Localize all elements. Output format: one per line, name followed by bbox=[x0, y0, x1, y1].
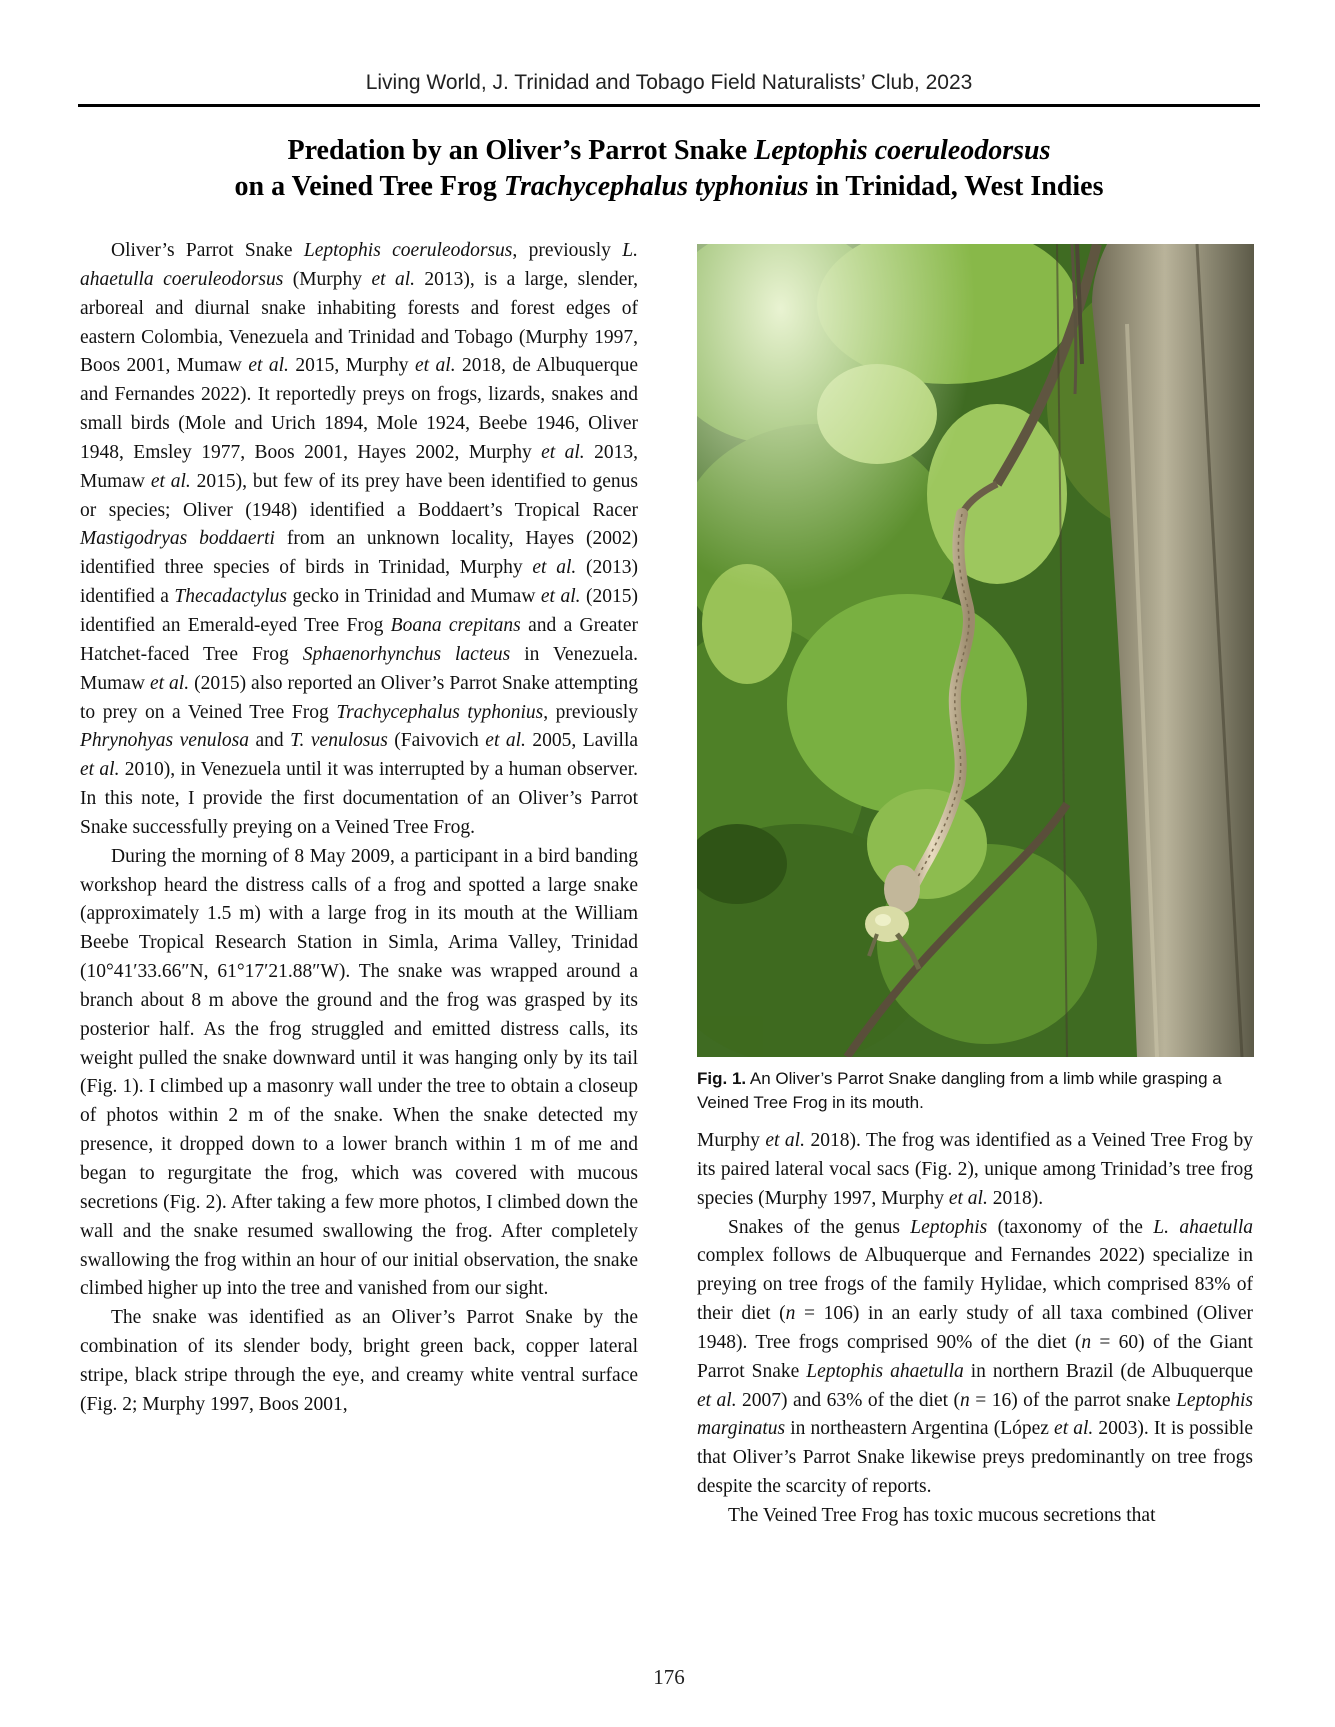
italic-text-run: et al. bbox=[540, 586, 581, 608]
italic-text-run: n bbox=[785, 1303, 796, 1325]
italic-text-run: Trachycephalus typhonius bbox=[336, 701, 544, 723]
text-run: and bbox=[248, 730, 291, 752]
italic-text-run: Phrynohyas venulosa bbox=[80, 730, 249, 752]
text-run: in northern Brazil (de Albuquerque bbox=[963, 1360, 1254, 1382]
italic-text-run: n bbox=[1081, 1331, 1092, 1353]
header-rule bbox=[78, 104, 1260, 107]
body-paragraph bbox=[80, 843, 638, 1305]
title-line-1-text: Predation by an Oliver’s Parrot Snake bbox=[287, 135, 755, 166]
text-run: Oliver’s Parrot Snake bbox=[111, 240, 304, 261]
italic-text-run: et al. bbox=[248, 355, 289, 377]
left-column bbox=[80, 237, 638, 1420]
italic-text-run: Leptophis bbox=[910, 1216, 988, 1238]
italic-text-run: et al. bbox=[541, 441, 585, 463]
text-run: and a Greater Hatchet-faced Tree Frog bbox=[80, 614, 639, 665]
italic-text-run: Boana crepitans bbox=[390, 614, 521, 636]
text-run: The snake was identified as an Oliver’s Parrot Snake by the combination of its slender body, bright green back, copper lateral stripe, black stripe through the eye, and creamy white ventral surface (Fig. 2; Murphy 1997, Boos 2001, bbox=[80, 1307, 638, 1415]
text-run: (Murphy bbox=[283, 268, 372, 290]
title-line-1 bbox=[78, 133, 1260, 169]
italic-text-run: Leptophis ahaetulla bbox=[806, 1360, 964, 1382]
text-run: = 106) in an early study of all taxa combined (Oliver 1948). Tree frogs comprised 90% of the diet ( bbox=[697, 1303, 1253, 1353]
text-run: 2015, Murphy bbox=[288, 355, 416, 377]
caption-text: An Oliver’s Parrot Snake dangling from a limb while grasping a Veined Tree Frog in its mouth. bbox=[697, 1069, 1222, 1112]
title-species-frog: Trachycephalus typhonius bbox=[503, 171, 809, 202]
italic-text-run: et al. bbox=[697, 1389, 737, 1411]
right-column bbox=[697, 1127, 1253, 1531]
text-run: 2018). The frog was identified as a Veined Tree Frog by its paired lateral vocal sacs (Fig. 2), unique among Trinidad’s tree frog species (Murphy 1997, Murphy bbox=[697, 1130, 1253, 1209]
italic-text-run: L. ahaetulla coeruleodorsus bbox=[80, 240, 638, 290]
text-run: = 60) of the Giant Parrot Snake bbox=[697, 1331, 1253, 1382]
title-species-snake: Leptophis coeruleodorsus bbox=[754, 135, 1051, 166]
text-run: The Veined Tree Frog has toxic mucous secretions that bbox=[728, 1504, 1156, 1526]
text-run: During the morning of 8 May 2009, a participant in a bird banding workshop heard the distress calls of a frog and spotted a large snake (approximately 1.5 m) with a large frog in its mouth at the William Beebe Tropical Research Station in Simla, Arima Valley, Trinidad (10°41′33.66″N, 61°17′21.88″W). The snake was wrapped around a branch about 8 m above the ground and the frog was grasped by its posterior half. As the frog struggled and emitted distress calls, its weight pulled the snake downward until it was hanging only by its tail (Fig. 1). I climbed up a masonry wall under the tree to obtain a closeup of photos within 2 m of the snake. When the snake detected my presence, it dropped down to a lower branch within 1 m of me and began to regurgitate the frog, which was covered with mucous secretions (Fig. 2). After taking a few more photos, I climbed down the wall and the snake resumed swallowing the frog. After completely swallowing the frog within an hour of our initial observation, the snake climbed higher up into the tree and vanished from our sight. bbox=[80, 845, 638, 1300]
text-run: gecko in Trinidad and Mumaw bbox=[287, 586, 541, 608]
italic-text-run: et al. bbox=[485, 730, 526, 752]
text-run: , previously bbox=[543, 701, 638, 723]
text-run: 2018, de Albuquerque and Fernandes 2022). It reportedly preys on frogs, lizards, snakes and small birds (Mole and Urich 1894, Mole 1924, Beebe 1946, Oliver 1948, Emsley 1977, Boos 2001, Hayes 2002, Murphy bbox=[80, 355, 638, 463]
text-run: , previously bbox=[512, 240, 623, 261]
body-paragraph bbox=[80, 1304, 638, 1419]
italic-text-run: Leptophis marginatus bbox=[697, 1389, 1253, 1440]
italic-text-run: et al. bbox=[150, 470, 191, 492]
text-run: in northeastern Argentina (López bbox=[785, 1418, 1055, 1440]
text-run: (2015) identified an Emerald-eyed Tree Frog bbox=[80, 586, 638, 636]
italic-text-run: et al. bbox=[948, 1187, 988, 1209]
text-run: 2003). It is possible that Oliver’s Parrot Snake likewise preys predominantly on tree frogs despite the scarcity of reports. bbox=[697, 1418, 1253, 1498]
body-paragraph bbox=[697, 1502, 1253, 1531]
text-run: (taxonomy of the bbox=[987, 1216, 1154, 1238]
body-paragraph bbox=[697, 1127, 1253, 1214]
italic-text-run: et al. bbox=[765, 1130, 805, 1151]
text-run: complex follows de Albuquerque and Fernandes 2022) specialize in preying on tree frogs of the family Hylidae, which comprised 83% of their diet ( bbox=[697, 1245, 1253, 1325]
text-run: 2015), but few of its prey have been identified to genus or species; Oliver (1948) identified a Boddaert’s Tropical Racer bbox=[80, 470, 638, 521]
figure-1-caption bbox=[697, 1067, 1257, 1115]
italic-text-run: et al. bbox=[371, 268, 415, 290]
italic-text-run: T. venulosus bbox=[290, 730, 388, 752]
text-run: 2010), in Venezuela until it was interrupted by a human observer. In this note, I provide the first documentation of an Oliver’s Parrot Snake successfully preying on a Veined Tree Frog. bbox=[80, 759, 638, 838]
title-line-2 bbox=[78, 169, 1260, 205]
page-number: 176 bbox=[653, 1665, 685, 1689]
text-run: from an unknown locality, Hayes (2002) identified three species of birds in Trinidad, Murphy bbox=[80, 528, 638, 579]
title-line-2-text-b: in Trinidad, West Indies bbox=[808, 171, 1104, 202]
italic-text-run: et al. bbox=[532, 557, 577, 579]
text-run: (Faivovich bbox=[387, 730, 486, 752]
text-run: in Venezuela. Mumaw bbox=[80, 643, 638, 694]
text-run: (2015) also reported an Oliver’s Parrot Snake attempting to prey on a Veined Tree Frog bbox=[80, 672, 638, 723]
text-run: 2007) and 63% of the diet ( bbox=[736, 1389, 961, 1411]
running-head: Living World, J. Trinidad and Tobago Field Naturalists’ Club, 2023 bbox=[365, 71, 973, 94]
body-paragraph bbox=[80, 237, 638, 843]
body-paragraph bbox=[697, 1214, 1253, 1502]
caption-label: Fig. 1. bbox=[697, 1069, 747, 1088]
text-run: Murphy bbox=[697, 1130, 766, 1151]
italic-text-run: et al. bbox=[149, 672, 190, 694]
snake-photo-illustration bbox=[697, 244, 1254, 1057]
title-line-2-text-a: on a Veined Tree Frog bbox=[234, 171, 504, 202]
text-run: Snakes of the genus bbox=[728, 1216, 911, 1238]
italic-text-run: Mastigodryas boddaerti bbox=[80, 528, 275, 550]
text-run: 2005, Lavilla bbox=[525, 730, 639, 752]
article-title bbox=[78, 133, 1260, 205]
figure-1-photo bbox=[697, 244, 1254, 1057]
italic-text-run: Sphaenorhynchus lacteus bbox=[302, 643, 511, 665]
text-run: (2013) identified a bbox=[80, 557, 639, 608]
italic-text-run: L. ahaetulla bbox=[1153, 1216, 1253, 1238]
text-run: = 16) of the parrot snake bbox=[969, 1389, 1177, 1411]
italic-text-run: et al. bbox=[415, 355, 456, 377]
text-run: 2018). bbox=[987, 1187, 1044, 1209]
text-run: 2013, Mumaw bbox=[80, 441, 638, 492]
text-run: 2013), is a large, slender, arboreal and diurnal snake inhabiting forests and forest edges of eastern Colombia, Venezuela and Trinidad and Tobago (Murphy 1997, Boos 2001, Mumaw bbox=[80, 268, 638, 377]
italic-text-run: Thecadactylus bbox=[174, 586, 287, 608]
italic-text-run: et al. bbox=[80, 759, 120, 781]
italic-text-run: Leptophis coeruleodorsus bbox=[303, 240, 513, 261]
italic-text-run: n bbox=[960, 1389, 970, 1411]
italic-text-run: et al. bbox=[1054, 1418, 1094, 1440]
